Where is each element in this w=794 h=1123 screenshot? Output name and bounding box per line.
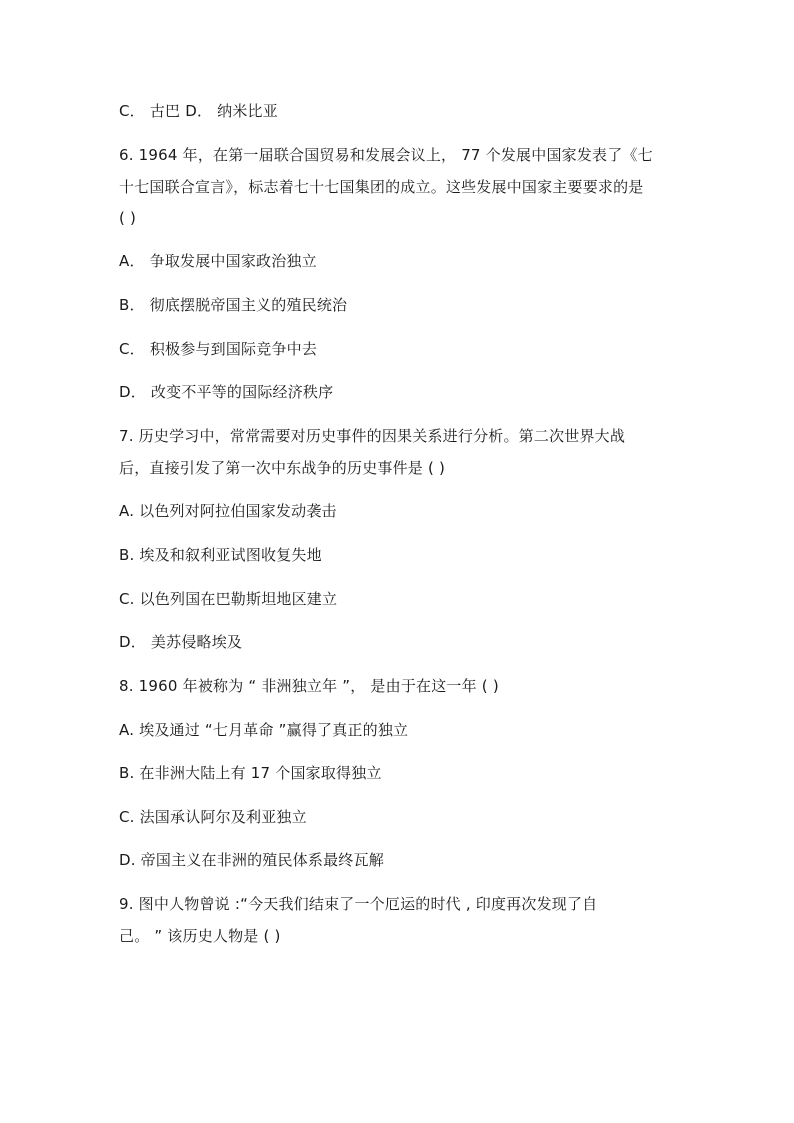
q8-option-c: C. 法国承认阿尔及利亚独立 xyxy=(119,808,307,826)
q6-option-b: B． 彻底摆脱帝国主义的殖民统治 xyxy=(119,296,348,314)
q7-stem-line-1: 7. 历史学习中，常常需要对历史事件的因果关系进行分析。第二次世界大战 xyxy=(119,427,626,445)
q7-stem-line-2: 后，直接引发了第一次中东战争的历史事件是 ( ) xyxy=(119,459,446,477)
q6-answer-bracket: ( ) xyxy=(119,209,137,227)
q9-stem-line-2: 己。 ” 该历史人物是 ( ) xyxy=(119,927,281,945)
q6-stem-line-2: 十七国联合宣言》，标志着七十七国集团的成立。这些发展中国家主要要求的是 xyxy=(119,178,644,196)
q8-option-b: B. 在非洲大陆上有 17 个国家取得独立 xyxy=(119,764,382,782)
q6-stem-line-1: 6. 1964 年，在第一届联合国贸易和发展会议上， 77 个发展中国家发表了《七 xyxy=(119,146,653,164)
q7-option-c: C. 以色列国在巴勒斯坦地区建立 xyxy=(119,590,338,608)
q6-option-d: D． 改变不平等的国际经济秩序 xyxy=(119,383,334,401)
q8-option-d: D. 帝国主义在非洲的殖民体系最终瓦解 xyxy=(119,851,384,869)
q8-option-a: A. 埃及通过 “七月革命 ”赢得了真正的独立 xyxy=(119,721,409,739)
q6-option-a: A． 争取发展中国家政治独立 xyxy=(119,252,317,270)
q7-option-b: B. 埃及和叙利亚试图收复失地 xyxy=(119,546,322,564)
q7-option-a: A. 以色列对阿拉伯国家发动袭击 xyxy=(119,502,337,520)
q6-option-c: C． 积极参与到国际竞争中去 xyxy=(119,340,318,358)
q9-stem-line-1: 9. 图中人物曾说 :“今天我们结束了一个厄运的时代 , 印度再次发现了自 xyxy=(119,895,598,913)
q5-options-cd: C． 古巴 D． 纳米比亚 xyxy=(119,102,278,120)
q7-option-d: D． 美苏侵略埃及 xyxy=(119,633,243,651)
q8-stem: 8. 1960 年被称为 “ 非洲独立年 ”， 是由于在这一年 ( ) xyxy=(119,677,499,695)
